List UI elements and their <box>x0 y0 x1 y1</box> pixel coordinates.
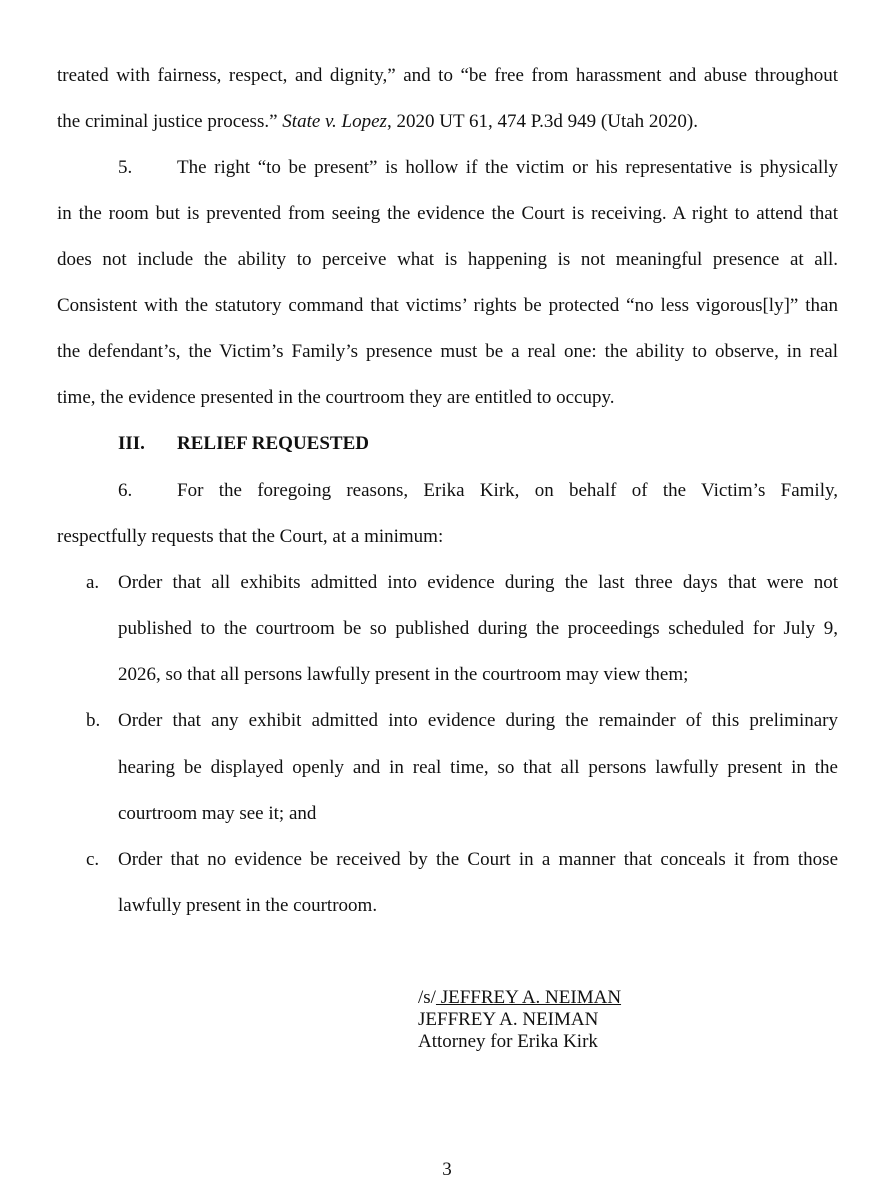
list-item-letter: a. <box>86 572 100 593</box>
list-item-line: published to the courtroom be so published during the proceedings scheduled for July 9, <box>118 618 838 639</box>
list-item-letter: b. <box>86 710 101 731</box>
body-text-line: the defendant’s, the Victim’s Family’s presence must be a real one: the ability to observe, in real <box>57 341 838 362</box>
body-text-line: does not include the ability to perceive what is happening is not meaningful presence at all. <box>57 249 838 270</box>
list-item-line: Order that no evidence be received by the Court in a manner that conceals it from those <box>118 849 838 870</box>
body-text-line: respectfully requests that the Court, at a minimum: <box>57 526 444 547</box>
signature-prefix: /s/ <box>418 987 436 1008</box>
signature-name: JEFFREY A. NEIMAN <box>435 987 622 1008</box>
section-title: RELIEF REQUESTED <box>177 433 369 454</box>
paragraph-number: 6. <box>118 480 133 501</box>
list-item-line: lawfully present in the courtroom. <box>118 895 378 916</box>
body-text: , 2020 UT 61, 474 P.3d 949 (Utah 2020). <box>386 111 699 132</box>
body-text-line: treated with fairness, respect, and dignity,” and to “be free from harassment and abuse throughout <box>57 65 838 86</box>
body-text-line: time, the evidence presented in the courtroom they are entitled to occupy. <box>57 387 615 408</box>
list-item-line: hearing be displayed openly and in real time, so that all persons lawfully present in the <box>118 757 838 778</box>
body-text-line: The right “to be present” is hollow if the victim or his representative is physically <box>177 157 838 178</box>
signature-line <box>418 987 621 1009</box>
citation-line <box>57 110 698 134</box>
list-item-line: 2026, so that all persons lawfully present in the courtroom may view them; <box>118 664 689 685</box>
body-text-line: For the foregoing reasons, Erika Kirk, on behalf of the Victim’s Family, <box>177 480 838 501</box>
list-item-line: Order that any exhibit admitted into evidence during the remainder of this preliminary <box>118 710 838 731</box>
list-item-letter: c. <box>86 849 100 870</box>
body-text: the criminal justice process.” <box>57 111 283 132</box>
case-name: State v. Lopez <box>282 111 387 132</box>
attorney-role: Attorney for Erika Kirk <box>418 1031 598 1052</box>
list-item-line: Order that all exhibits admitted into evidence during the last three days that were not <box>118 572 838 593</box>
attorney-name: JEFFREY A. NEIMAN <box>418 1009 599 1030</box>
list-item-line: courtroom may see it; and <box>118 803 317 824</box>
section-number: III. <box>118 433 145 454</box>
body-text-line: Consistent with the statutory command that victims’ rights be protected “no less vigorous[ly]” than <box>57 295 838 316</box>
paragraph-number: 5. <box>118 157 133 178</box>
page-number: 3 <box>442 1159 452 1180</box>
body-text-line: in the room but is prevented from seeing the evidence the Court is receiving. A right to attend that <box>57 203 838 224</box>
